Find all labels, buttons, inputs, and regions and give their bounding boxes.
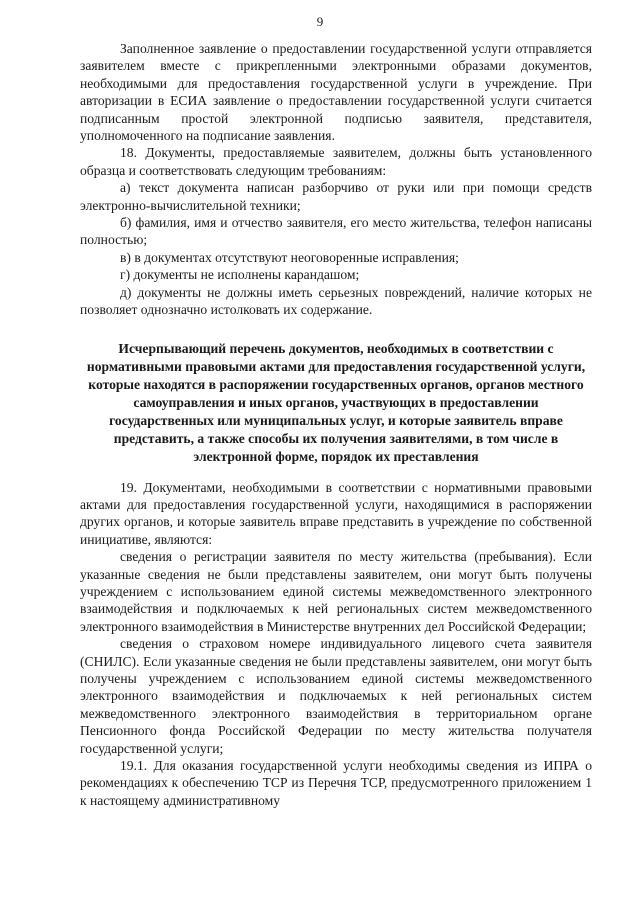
paragraph-application-submission: Заполненное заявление о предоставлении государственной услуги отправляется заявителем вместе с прикрепленными электронными образами документов, необходимыми для предоставления государственной услуги в учреждение. При авторизации в ЕСИА заявление о предоставлении государственной услуги считается подписанным простой электронной подписью заявителя, представителя, уполномоченного на подписание заявления. — [80, 41, 592, 144]
paragraph-18-requirements: 18. Документы, предоставляемые заявителем, должны быть установленного образца и соответствовать следующим требованиям: — [80, 145, 592, 178]
paragraph-19-documents: 19. Документами, необходимыми в соответствии с нормативными правовыми актами для предоставления государственной услуги, находящимися в распоряжении других органов, и которые заявитель вправе представить в учреждение по собственной инициативе, являются: — [80, 479, 592, 547]
section-heading: Исчерпывающий перечень документов, необходимых в соответствии с нормативными правовыми актами для предоставления государственной услуги, которые находятся в распоряжении государственных органов, органов местного самоуправления и иных органов, участвующих в предоставлении государственных или муниципальных услуг, и которые заявитель вправе представить, а также способы их получения заявителями, в том числе в электронной форме, порядок их преставления — [86, 340, 586, 464]
requirement-b: б) фамилия, имя и отчество заявителя, его место жительства, телефон написаны полностью; — [80, 215, 592, 248]
requirement-a: а) текст документа написан разборчиво от руки или при помощи средств электронно-вычислительной техники; — [80, 180, 592, 213]
paragraph-snils-info: сведения о страховом номере индивидуального лицевого счета заявителя (СНИЛС). Если указанные сведения не были представлены заявителем, они могут быть получены учреждением с использованием единой системы межведомственного электронного взаимодействия и подключаемых к ней региональных систем межведомственного электронного взаимодействия в территориальном органе Пенсионного фонда Российской Федерации по месту жительства получателя государственной услуги; — [80, 636, 592, 756]
document-body — [80, 40, 592, 809]
requirement-g: г) документы не исполнены карандашом; — [120, 267, 360, 283]
requirement-v: в) в документах отсутствуют неоговоренные исправления; — [120, 249, 459, 265]
page-number: 9 — [316, 14, 324, 29]
paragraph-19-1-ipra: 19.1. Для оказания государственной услуги необходимы сведения из ИПРА о рекомендациях к обеспечению ТСР из Перечня ТСР, предусмотренного приложением 1 к настоящему административному — [80, 758, 592, 808]
paragraph-registration-info: сведения о регистрации заявителя по месту жительства (пребывания). Если указанные сведения не были представлены заявителем, они могут быть получены учреждением с использованием единой системы межведомственного электронного взаимодействия и подключаемых к ней региональных систем межведомственного электронного взаимодействия в Министерстве внутренних дел Российской Федерации; — [80, 549, 592, 634]
requirement-d: д) документы не должны иметь серьезных повреждений, наличие которых не позволяет однозначно истолковать их содержание. — [80, 284, 592, 318]
